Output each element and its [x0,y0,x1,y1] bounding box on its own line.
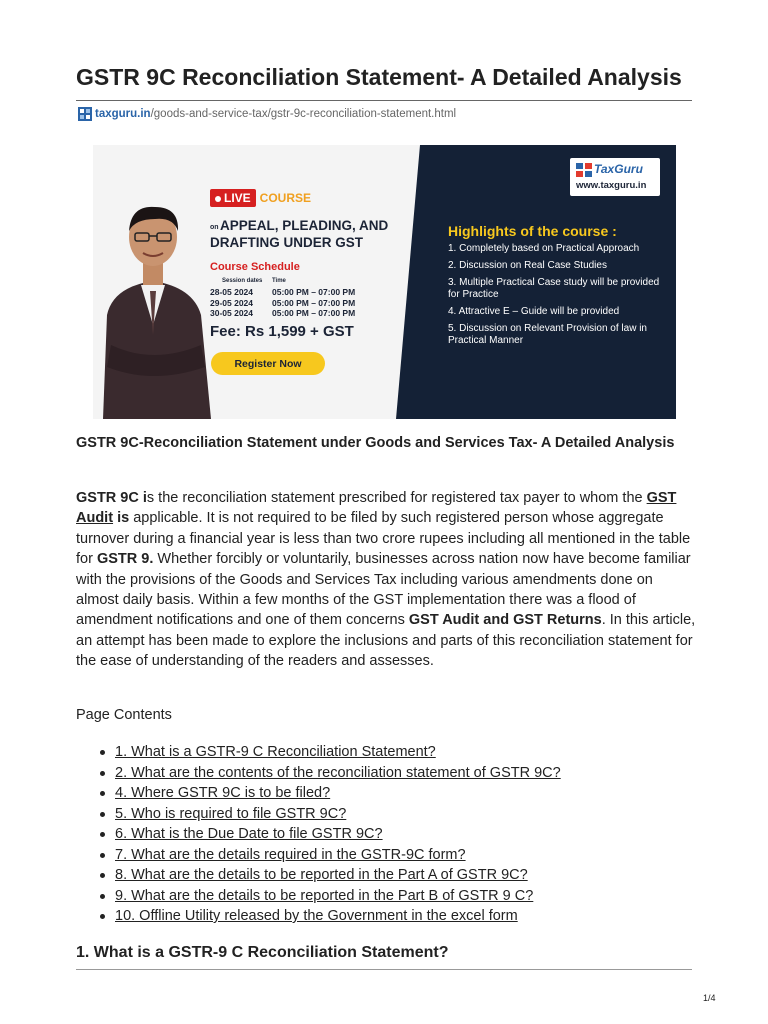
banner-heading-line1: APPEAL, PLEADING, AND [220,218,389,233]
highlight-item: 1. Completely based on Practical Approach [448,243,640,254]
taxguru-logo-icon [576,163,592,177]
col-time: Time [272,278,286,284]
session-row [210,287,355,298]
toc-item [100,824,561,845]
session-time: 05:00 PM – 07:00 PM [272,297,356,308]
source-host-link[interactable]: taxguru.in [95,108,151,120]
para-bold: GSTR 9C i [76,490,147,506]
toc-link[interactable]: 10. Offline Utility released by the Government in the excel form [115,908,518,924]
highlight-item: 5. Discussion on Relevant Provision of law in Practical Manner [448,323,647,346]
banner-on-label: on [210,224,219,231]
source-path: /goods-and-service-tax/gstr-9c-reconciliation-statement.html [150,108,457,120]
toc-item [100,886,561,907]
toc-item [100,783,561,804]
article-subheading: GSTR 9C-Reconciliation Statement under Goods and Services Tax- A Detailed Analysis [76,435,675,451]
highlight-item: 3. Multiple Practical Case study will be provided for Practice [448,277,660,300]
page-title: GSTR 9C Reconciliation Statement- A Detailed Analysis [76,64,682,90]
toc-link[interactable]: 7. What are the details required in the GSTR-9C form? [115,846,466,863]
session-time: 05:00 PM – 07:00 PM [272,308,356,318]
highlights-title: Highlights of the course : [448,223,617,239]
gst-audit-link[interactable]: GST Audit [76,490,677,527]
title-divider [76,100,692,101]
toc-item [100,804,561,825]
section-heading: 1. What is a GSTR-9 C Reconciliation Statement? [76,944,449,961]
toc-item [100,906,561,927]
bullet-icon [100,750,105,755]
live-badge [210,189,256,207]
table-of-contents [100,742,561,927]
page-contents-label: Page Contents [76,707,172,723]
taxguru-favicon-icon [78,107,92,121]
toc-item [100,845,561,866]
toc-link[interactable]: 9. What are the details to be reported in the Part B of GSTR 9 C? [115,887,534,904]
para-bold: GST Audit and GST Returns [408,612,602,629]
bullet-icon [100,812,105,817]
page-number: 1/4 [703,993,716,1003]
highlight-item: 4. Attractive E – Guide will be provided [448,306,620,317]
banner-heading-line2: DRAFTING UNDER GST [210,235,363,250]
para-text: Whether forcibly or voluntarily, businesses across nation now have become familiar with the provisions of the Goods and Services Tax including various amendments done on almost daily basis. Within a few months of the GST implementation there was a flood of amendment notifications and one of them concerns [76,551,691,629]
para-bold: GSTR 9. [96,551,154,568]
bullet-icon [100,894,105,899]
bullet-icon [100,914,105,919]
session-date: 28-05 2024 [210,287,254,297]
toc-item [100,865,561,886]
course-fee: Fee: Rs 1,599 + GST [210,323,354,340]
session-time: 05:00 PM – 07:00 PM [272,287,356,297]
banner-divider [396,145,420,419]
register-now-button[interactable]: Register Now [211,352,325,375]
col-dates: Session dates [222,278,263,284]
toc-item [100,763,561,784]
bullet-icon [100,791,105,796]
intro-paragraph [76,488,696,672]
taxguru-logo [570,158,660,196]
schedule-title: Course Schedule [210,261,300,273]
logo-brand: TaxGuru [594,162,643,176]
session-row [210,298,355,309]
bullet-icon [100,832,105,837]
session-date: 30-05 2024 [210,308,254,318]
schedule-columns [210,278,286,284]
presenter-photo [93,195,223,419]
toc-link[interactable]: 1. What is a GSTR-9 C Reconciliation Statement? [115,744,436,760]
toc-link[interactable]: 2. What are the contents of the reconciliation statement of GSTR 9C? [115,764,561,781]
toc-link[interactable]: 8. What are the details to be reported in the Part A of GSTR 9C? [115,867,528,883]
para-text: s the reconciliation statement prescribed for registered tax payer to whom the [146,490,647,506]
course-word: COURSE [259,191,312,205]
schedule-table [210,287,355,319]
live-dot-icon [215,196,221,202]
live-text: LIVE [224,191,251,205]
toc-link[interactable]: 6. What is the Due Date to file GSTR 9C? [115,826,383,842]
toc-link[interactable]: 4. Where GSTR 9C is to be filed? [115,785,331,801]
highlight-item: 2. Discussion on Real Case Studies [448,260,607,271]
source-line [78,107,456,121]
session-date: 29-05 2024 [210,297,254,308]
live-course-label [210,189,311,207]
para-text: . In this article, an attempt has been made to explore the inclusions and parts of this reconciliation statement for the ease of understanding of the readers and assesses. [76,612,696,670]
para-text: applicable. It is not required to be filed by such registered person whose aggregate turnover during a financial year is less than two crore rupees including all mentioned in the table for [76,510,691,568]
section-divider [76,969,692,970]
toc-link[interactable]: 5. Who is required to file GSTR 9C? [115,805,347,822]
para-bold: is [113,510,130,527]
highlights-list [448,243,673,352]
session-row [210,308,355,319]
bullet-icon [100,853,105,858]
toc-item [100,742,561,763]
bullet-icon [100,771,105,776]
bullet-icon [100,873,105,878]
course-banner[interactable] [93,145,676,419]
logo-url: www.taxguru.in [576,180,647,191]
